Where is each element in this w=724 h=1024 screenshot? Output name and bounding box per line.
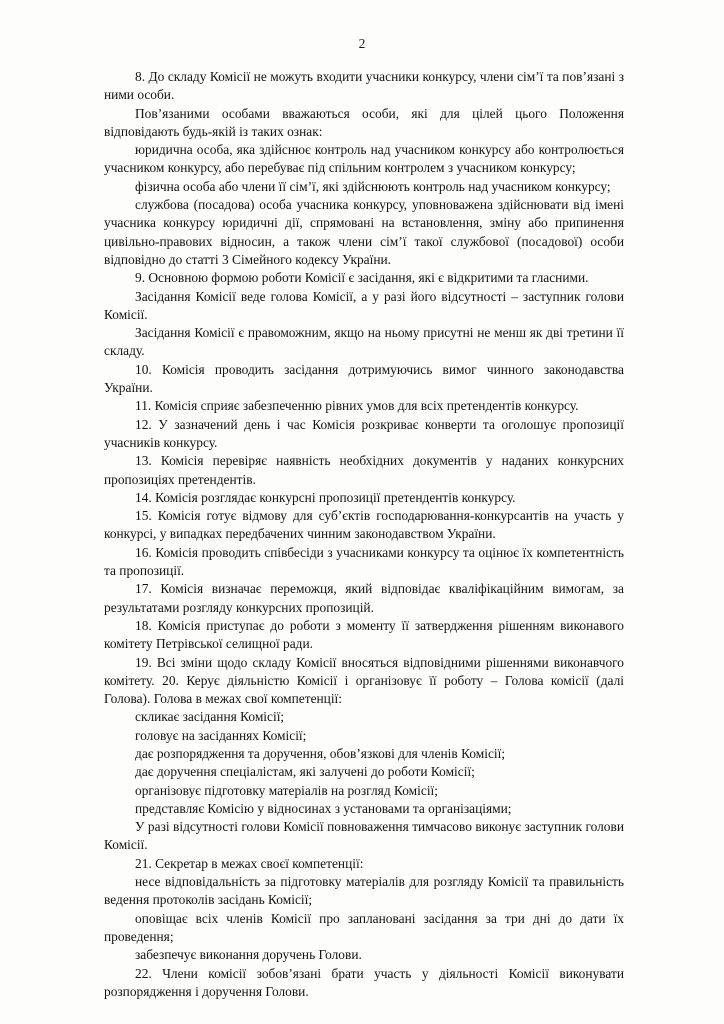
paragraph: 18. Комісія приступає до роботи з моменту її затвердження рішенням виконавого комітету Петрівської селищної ради.	[104, 617, 624, 652]
paragraph: 14. Комісія розглядає конкурсні пропозиції претендентів конкурсу.	[135, 489, 516, 505]
paragraph: 17. Комісія визначає переможця, який відповідає кваліфікаційним вимогам, за результатами розгляду конкурсних пропозицій.	[104, 581, 624, 615]
paragraph: оповіщає всіх членів Комісії про заплановані засідання за три дні до дати їх проведення;	[104, 910, 624, 944]
paragraph: представляє Комісію у відносинах з установами та організаціями;	[135, 800, 512, 816]
paragraph: 22. Члени комісії зобов’язані брати участь у діяльності Комісії виконувати розпорядження і доручення Голови.	[104, 965, 624, 999]
paragraph: 16. Комісія проводить співбесіди з учасниками конкурсу та оцінює їх компетентність та пропозиції.	[104, 544, 624, 579]
paragraph: скликає засідання Комісії;	[135, 709, 285, 725]
paragraph: несе відповідальність за підготовку матеріалів для розгляду Комісії та правильність ведення протоколів засідань Комісії;	[104, 874, 624, 908]
paragraph: дає доручення спеціалістам, які залучені до роботи Комісії;	[135, 764, 475, 780]
paragraph: 19. Всі зміни щодо складу Комісії вносяться відповідними рішеннями виконавчого комітету. 20. Керує діяльністю Комісії і організовує її роботу – Голова комісії (далі Голова). Голова в межах свої компетенції:	[104, 654, 624, 707]
paragraph: фізична особа або члени її сім’ї, які здійснюють контроль над учасником конкурсу;	[135, 178, 611, 194]
paragraph: юридична особа, яка здійснює контроль над учасником конкурсу або контролюється учасником конкурсу, або перебуває під спільним контролем з учасником конкурсу;	[104, 142, 624, 176]
paragraph: 12. У зазначений день і час Комісія розкриває конверти та оголошує пропозиції учасників конкурсу.	[104, 416, 624, 450]
document-body	[104, 68, 624, 1001]
paragraph: 10. Комісія проводить засідання дотримуючись вимог чинного законодавства України.	[104, 361, 624, 396]
paragraph: дає розпорядження та доручення, обов’язкові для членів Комісії;	[135, 745, 506, 761]
paragraph: забезпечує виконання доручень Голови.	[135, 947, 362, 963]
paragraph: 21. Секретар в межах своєї компетенції:	[135, 855, 364, 871]
paragraph: У разі відсутності голови Комісії повноваження тимчасово виконує заступник голови Комісії.	[104, 819, 624, 853]
paragraph: службова (посадова) особа учасника конкурсу, уповноважена здійснювати від імені учасника конкурсу юридичні дії, спрямовані на встановлення, зміну або припинення цивільно-правових відносин, а також члени сім’ї такої службової (посадової) особи відповідно до статті 3 Сімейного кодексу України.	[104, 197, 624, 267]
paragraph: 11. Комісія сприяє забезпеченню рівних умов для всіх претендентів конкурсу.	[135, 398, 579, 414]
paragraph: організовує підготовку матеріалів на розгляд Комісії;	[135, 782, 438, 798]
paragraph: 13. Комісія перевіряє наявність необхідних документів у наданих конкурсних пропозиціях претендентів.	[104, 453, 624, 487]
page-number: 2	[358, 36, 366, 51]
paragraph: 15. Комісія готує відмову для суб’єктів господарювання-конкурсантів на участь у конкурсі, у випадках передбачених чинним законодавством України.	[104, 508, 624, 542]
paragraph: Пов’язаними особами вважаються особи, які для цілей цього Положення відповідають будь-якій із таких ознак:	[104, 105, 624, 139]
paragraph: 8. До складу Комісії не можуть входити учасники конкурсу, члени сім’ї та пов’язані з ними особи.	[104, 69, 624, 103]
paragraph: головує на засіданнях Комісії;	[135, 727, 307, 743]
paragraph: 9. Основною формою роботи Комісії є засідання, які є відкритими та гласними.	[135, 270, 589, 286]
paragraph: Засідання Комісії веде голова Комісії, а у разі його відсутності – заступник голови Комісії.	[104, 288, 624, 322]
paragraph: Засідання Комісії є правоможним, якщо на ньому присутні не менш як дві третини її складу.	[104, 325, 624, 359]
